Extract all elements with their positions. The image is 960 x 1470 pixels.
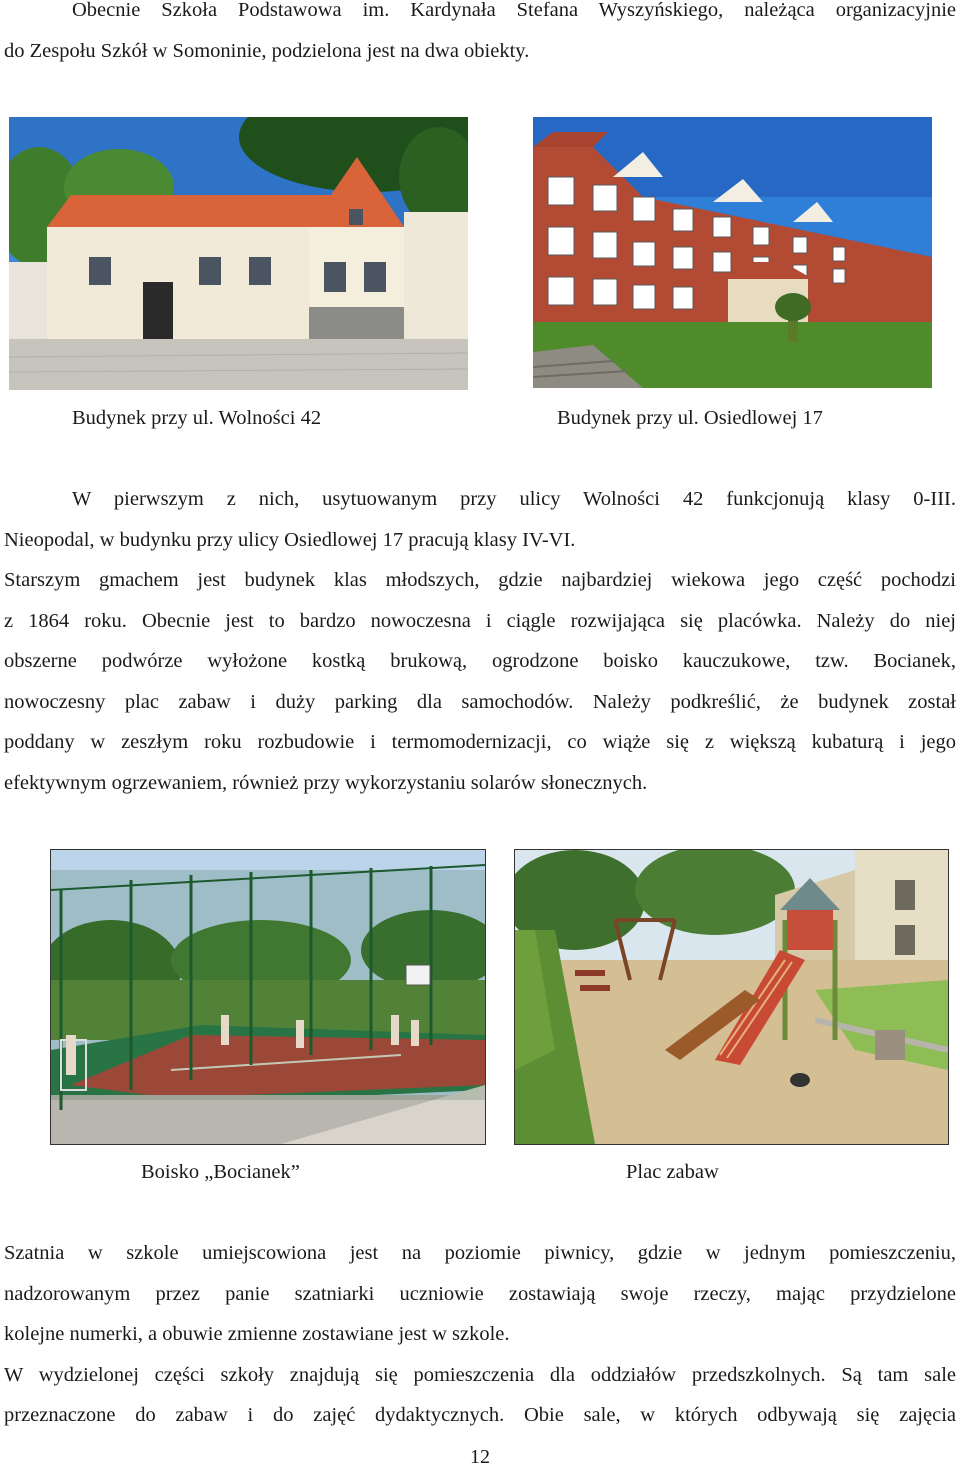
paragraph-line: przeznaczone do zabaw i do zajęć dydaktycznych. Obie sale, w których odbywają się zajęcia [4,1404,956,1426]
paragraph-line: obszerne podwórze wyłożone kostką brukową, ogrodzone boisko kauczukowe, tzw. Bocianek, [4,650,956,672]
intro-line: do Zespołu Szkół w Somoninie, podzielona jest na dwa obiekty. [4,39,530,62]
paragraph-buildings [4,479,956,803]
intro-paragraph [4,0,956,71]
photo-building-wolnosci [9,117,468,390]
paragraph-line: z 1864 roku. Obecnie jest to bardzo nowoczesna i ciągle rozwijająca się placówka. Należy do niej [4,609,956,632]
paragraph-line: poddany w zeszłym roku rozbudowie i termomodernizacji, co wiąże się z większą kubaturą i jego [4,731,956,753]
page-number: 12 [470,1446,490,1468]
paragraph-line: nadzorowanym przez panie szatniarki uczniowie zostawiają swoje rzeczy, mając przydzielone [4,1282,956,1305]
paragraph-line: W pierwszym z nich, usytuowanym przy ulicy Wolności 42 funkcjonują klasy 0-III. [72,488,956,510]
caption-building-osiedlowa: Budynek przy ul. Osiedlowej 17 [557,407,823,429]
caption-playground: Plac zabaw [626,1161,719,1183]
photo-building-osiedlowa [533,117,932,388]
paragraph-line: W wydzielonej części szkoły znajdują się pomieszczenia dla oddziałów przedszkolnych. Są tam sale [4,1363,956,1386]
paragraph-line: Szatnia w szkole umiejscowiona jest na poziomie piwnicy, gdzie w jednym pomieszczeniu, [4,1242,956,1264]
intro-line: Obecnie Szkoła Podstawowa im. Kardynała Stefana Wyszyńskiego, należąca organizacyjnie [72,0,956,21]
photo-sports-field [50,849,486,1145]
photo-playground [514,849,949,1145]
paragraph-line: Starszym gmachem jest budynek klas młodszych, gdzie najbardziej wiekowa jego część pochodzi [4,569,956,591]
caption-sports-field: Boisko „Bocianek” [141,1161,300,1183]
paragraph-line: nowoczesny plac zabaw i duży parking dla samochodów. Należy podkreślić, że budynek został [4,690,956,713]
paragraph-line: Nieopodal, w budynku przy ulicy Osiedlowej 17 pracują klasy IV-VI. [4,528,576,551]
caption-building-wolnosci: Budynek przy ul. Wolności 42 [72,407,322,429]
paragraph-facilities [4,1233,956,1436]
paragraph-line: kolejne numerki, a obuwie zmienne zostawiane jest w szkole. [4,1323,510,1345]
paragraph-line: efektywnym ogrzewaniem, również przy wykorzystaniu solarów słonecznych. [4,771,648,794]
